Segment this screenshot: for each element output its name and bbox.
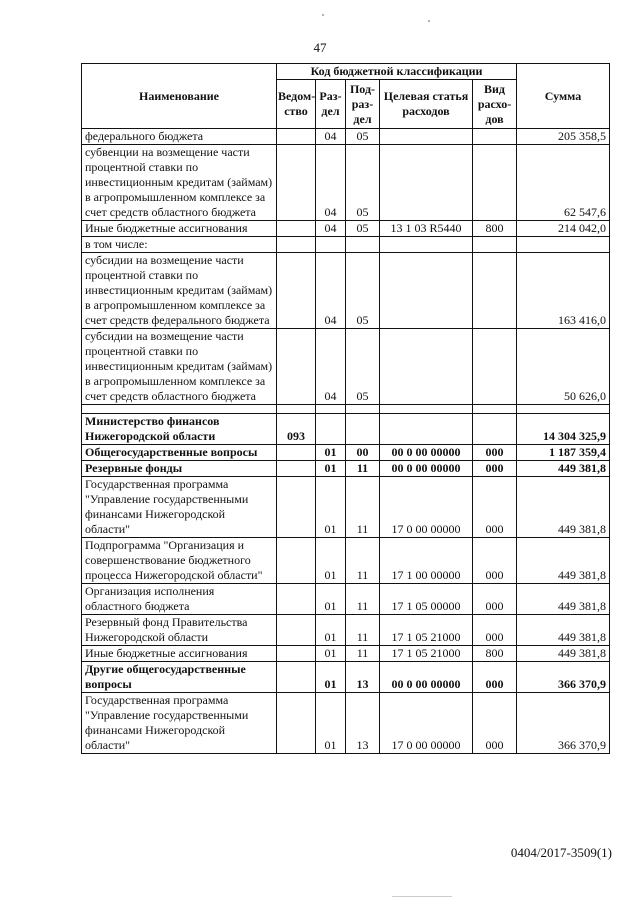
podrazdel-cell: 05 bbox=[346, 221, 380, 237]
vedomstvo-cell bbox=[277, 662, 316, 693]
razdel-cell: 04 bbox=[316, 129, 346, 145]
razdel-cell: 01 bbox=[316, 461, 346, 477]
column-header-sum: Сумма bbox=[517, 64, 610, 129]
sum-cell: 163 416,0 bbox=[517, 253, 610, 329]
celevaya-cell: 17 1 05 21000 bbox=[380, 615, 473, 646]
vedomstvo-cell bbox=[277, 253, 316, 329]
name-cell: Другие общегосударственные вопросы bbox=[82, 662, 277, 693]
sum-cell: 449 381,8 bbox=[517, 615, 610, 646]
column-header-kbk: Код бюджетной классификации bbox=[277, 64, 517, 80]
celevaya-cell: 17 1 05 00000 bbox=[380, 584, 473, 615]
vedomstvo-cell bbox=[277, 461, 316, 477]
razdel-cell: 01 bbox=[316, 662, 346, 693]
vedomstvo-cell bbox=[277, 445, 316, 461]
celevaya-cell bbox=[380, 237, 473, 253]
razdel-cell: 04 bbox=[316, 221, 346, 237]
table-row bbox=[82, 538, 610, 584]
vedomstvo-cell bbox=[277, 329, 316, 405]
table-row bbox=[82, 329, 610, 405]
name-cell: в том числе: bbox=[82, 237, 277, 253]
name-cell: Общегосударственные вопросы bbox=[82, 445, 277, 461]
sum-cell: 449 381,8 bbox=[517, 584, 610, 615]
table-row bbox=[82, 221, 610, 237]
vid-cell: 000 bbox=[473, 477, 517, 538]
vedomstvo-cell bbox=[277, 237, 316, 253]
sum-cell: 50 626,0 bbox=[517, 329, 610, 405]
vid-cell: 000 bbox=[473, 538, 517, 584]
empty-cell bbox=[380, 405, 473, 414]
celevaya-cell: 17 0 00 00000 bbox=[380, 693, 473, 754]
table-row bbox=[82, 461, 610, 477]
document-code: 0404/2017-3509(1) bbox=[510, 845, 612, 860]
podrazdel-cell: 11 bbox=[346, 615, 380, 646]
name-cell: Иные бюджетные ассигнования bbox=[82, 221, 277, 237]
vedomstvo-cell bbox=[277, 477, 316, 538]
razdel-cell: 04 bbox=[316, 145, 346, 221]
vedomstvo-cell bbox=[277, 584, 316, 615]
sum-cell: 449 381,8 bbox=[517, 538, 610, 584]
table-row bbox=[82, 662, 610, 693]
celevaya-cell: 13 1 03 R5440 bbox=[380, 221, 473, 237]
column-header-celevaya: Целевая статья расходов bbox=[380, 80, 473, 129]
empty-cell bbox=[316, 405, 346, 414]
celevaya-cell: 00 0 00 00000 bbox=[380, 461, 473, 477]
podrazdel-cell: 13 bbox=[346, 662, 380, 693]
celevaya-cell: 17 1 05 21000 bbox=[380, 646, 473, 662]
name-cell: Резервные фонды bbox=[82, 461, 277, 477]
sum-cell: 214 042,0 bbox=[517, 221, 610, 237]
podrazdel-cell: 05 bbox=[346, 329, 380, 405]
empty-cell bbox=[82, 405, 277, 414]
sum-cell: 62 547,6 bbox=[517, 145, 610, 221]
sum-cell: 449 381,8 bbox=[517, 461, 610, 477]
table-body bbox=[82, 129, 610, 754]
spacer-row bbox=[82, 405, 610, 414]
table-row bbox=[82, 615, 610, 646]
name-cell: Государственная программа "Управление государственными финансами Нижегородской области" bbox=[82, 693, 277, 754]
vedomstvo-cell bbox=[277, 693, 316, 754]
razdel-cell: 04 bbox=[316, 329, 346, 405]
podrazdel-cell: 11 bbox=[346, 584, 380, 615]
name-cell: Резервный фонд Правительства Нижегородской области bbox=[82, 615, 277, 646]
vedomstvo-cell bbox=[277, 145, 316, 221]
table-row bbox=[82, 646, 610, 662]
sum-cell: 205 358,5 bbox=[517, 129, 610, 145]
table-row bbox=[82, 253, 610, 329]
vid-cell: 000 bbox=[473, 584, 517, 615]
sum-cell bbox=[517, 237, 610, 253]
table-row bbox=[82, 237, 610, 253]
vedomstvo-cell bbox=[277, 129, 316, 145]
sum-cell: 14 304 325,9 bbox=[517, 414, 610, 445]
vid-cell bbox=[473, 329, 517, 405]
scan-speck bbox=[322, 14, 324, 16]
table-row bbox=[82, 693, 610, 754]
empty-cell bbox=[473, 405, 517, 414]
celevaya-cell bbox=[380, 414, 473, 445]
column-header-vid: Вид расхо-дов bbox=[473, 80, 517, 129]
name-cell: Министерство финансов Нижегородской области bbox=[82, 414, 277, 445]
razdel-cell: 01 bbox=[316, 538, 346, 584]
name-cell: федерального бюджета bbox=[82, 129, 277, 145]
scan-edge-mark bbox=[392, 896, 452, 897]
vid-cell: 800 bbox=[473, 646, 517, 662]
sum-cell: 449 381,8 bbox=[517, 646, 610, 662]
name-cell: Организация исполнения областного бюджета bbox=[82, 584, 277, 615]
razdel-cell bbox=[316, 414, 346, 445]
celevaya-cell bbox=[380, 145, 473, 221]
podrazdel-cell: 13 bbox=[346, 693, 380, 754]
vid-cell: 000 bbox=[473, 461, 517, 477]
celevaya-cell bbox=[380, 329, 473, 405]
razdel-cell: 01 bbox=[316, 693, 346, 754]
vid-cell bbox=[473, 237, 517, 253]
table-row bbox=[82, 414, 610, 445]
podrazdel-cell bbox=[346, 237, 380, 253]
empty-cell bbox=[346, 405, 380, 414]
table-row bbox=[82, 145, 610, 221]
podrazdel-cell: 11 bbox=[346, 646, 380, 662]
sum-cell: 1 187 359,4 bbox=[517, 445, 610, 461]
podrazdel-cell: 05 bbox=[346, 253, 380, 329]
table-row bbox=[82, 477, 610, 538]
vedomstvo-cell bbox=[277, 615, 316, 646]
name-cell: субсидии на возмещение части процентной ставки по инвестиционным кредитам (займам) в агропромышленном комплексе за счет средств федерального бюджета bbox=[82, 253, 277, 329]
empty-cell bbox=[517, 405, 610, 414]
sum-cell: 366 370,9 bbox=[517, 662, 610, 693]
podrazdel-cell: 11 bbox=[346, 477, 380, 538]
celevaya-cell bbox=[380, 129, 473, 145]
name-cell: субвенции на возмещение части процентной ставки по инвестиционным кредитам (займам) в агропромышленном комплексе за счет средств областного бюджета bbox=[82, 145, 277, 221]
podrazdel-cell: 11 bbox=[346, 461, 380, 477]
razdel-cell bbox=[316, 237, 346, 253]
name-cell: Подпрограмма "Организация и совершенствование бюджетного процесса Нижегородской области" bbox=[82, 538, 277, 584]
vid-cell: 000 bbox=[473, 615, 517, 646]
column-header-name: Наименование bbox=[82, 64, 277, 129]
page-number: 47 bbox=[313, 40, 327, 55]
celevaya-cell bbox=[380, 253, 473, 329]
empty-cell bbox=[277, 405, 316, 414]
vid-cell: 000 bbox=[473, 662, 517, 693]
name-cell: субсидии на возмещение части процентной ставки по инвестиционным кредитам (займам) в агропромышленном комплексе за счет средств областного бюджета bbox=[82, 329, 277, 405]
vid-cell bbox=[473, 145, 517, 221]
razdel-cell: 01 bbox=[316, 646, 346, 662]
vid-cell: 000 bbox=[473, 693, 517, 754]
vid-cell: 800 bbox=[473, 221, 517, 237]
vid-cell bbox=[473, 129, 517, 145]
column-header-razdel: Раз-дел bbox=[316, 80, 346, 129]
celevaya-cell: 00 0 00 00000 bbox=[380, 662, 473, 693]
vedomstvo-cell: 093 bbox=[277, 414, 316, 445]
name-cell: Государственная программа "Управление государственными финансами Нижегородской области" bbox=[82, 477, 277, 538]
table-row bbox=[82, 445, 610, 461]
razdel-cell: 01 bbox=[316, 477, 346, 538]
table-row bbox=[82, 129, 610, 145]
vedomstvo-cell bbox=[277, 221, 316, 237]
celevaya-cell: 17 0 00 00000 bbox=[380, 477, 473, 538]
vid-cell bbox=[473, 414, 517, 445]
column-header-podrazdel: Под-раз-дел bbox=[346, 80, 380, 129]
sum-cell: 449 381,8 bbox=[517, 477, 610, 538]
column-header-vedomstvo: Ведом-ство bbox=[277, 80, 316, 129]
vid-cell: 000 bbox=[473, 445, 517, 461]
budget-table bbox=[81, 63, 610, 754]
scan-speck bbox=[428, 20, 430, 22]
podrazdel-cell bbox=[346, 414, 380, 445]
celevaya-cell: 17 1 00 00000 bbox=[380, 538, 473, 584]
razdel-cell: 01 bbox=[316, 584, 346, 615]
podrazdel-cell: 11 bbox=[346, 538, 380, 584]
razdel-cell: 01 bbox=[316, 445, 346, 461]
celevaya-cell: 00 0 00 00000 bbox=[380, 445, 473, 461]
podrazdel-cell: 05 bbox=[346, 129, 380, 145]
podrazdel-cell: 05 bbox=[346, 145, 380, 221]
razdel-cell: 01 bbox=[316, 615, 346, 646]
name-cell: Иные бюджетные ассигнования bbox=[82, 646, 277, 662]
vid-cell bbox=[473, 253, 517, 329]
vedomstvo-cell bbox=[277, 538, 316, 584]
table-row bbox=[82, 584, 610, 615]
podrazdel-cell: 00 bbox=[346, 445, 380, 461]
vedomstvo-cell bbox=[277, 646, 316, 662]
sum-cell: 366 370,9 bbox=[517, 693, 610, 754]
razdel-cell: 04 bbox=[316, 253, 346, 329]
